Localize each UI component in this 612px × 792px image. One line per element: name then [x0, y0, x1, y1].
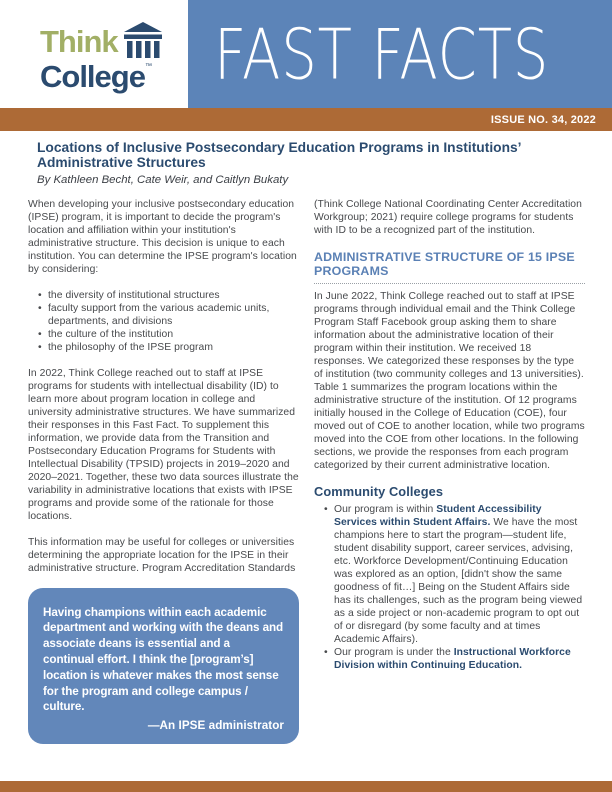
list-item: • the philosophy of the IPSE program	[38, 341, 299, 354]
subsection-heading-community-colleges: Community Colleges	[314, 483, 444, 499]
article-title-line2: Administrative Structures	[37, 154, 206, 170]
list-item	[324, 646, 585, 672]
logo-word-college: College	[40, 59, 145, 94]
bullet-list	[324, 503, 585, 672]
list-item-bold-text: Instructional Workforce Division within Continuing Education.	[334, 646, 571, 671]
title-block	[28, 141, 585, 186]
issue-number: ISSUE NO. 34, 2022	[490, 113, 596, 126]
list-item: • the diversity of institutional structures	[38, 289, 299, 302]
section-heading: ADMINISTRATIVE STRUCTURE OF 15 IPSE PROGRAMS	[314, 250, 585, 284]
pull-quote-box	[28, 588, 299, 745]
banner-title: FAST FACTS	[214, 13, 550, 95]
quote-attribution: —An IPSE administrator	[147, 719, 284, 733]
bullet-list	[38, 289, 299, 354]
logo-word-think: Think	[40, 24, 118, 59]
list-item: • faculty support from the various academic units, departments, and divisions	[38, 302, 299, 328]
quote-text: Having champions within each academic department and working with the deans and associate deans is essential and a continual effort. I think the [program’s] location is whatever makes the most sense for the program and college campus / culture.	[43, 605, 284, 714]
paragraph: When developing your inclusive postsecondary education (IPSE) program, it is important to decide the program's location and affiliation within your institution's administrative structure. This decision is unique to each institution. You can determine the IPSE program's location by considering:	[28, 198, 297, 275]
list-item-bold-text: Student Accessibility Services within Student Affairs.	[334, 503, 542, 528]
byline: By Kathleen Becht, Cate Weir, and Caitlyn Bukaty	[37, 173, 289, 186]
right-column	[314, 198, 585, 745]
two-column-body	[28, 198, 585, 745]
footer-bar	[0, 781, 612, 792]
paragraph: In June 2022, Think College reached out to staff at IPSE programs through individual email and the Think College Program Staff Facebook group asking them to share information about the administrative location of their program within their institution. We received 18 responses. We categorized these responses by the type of institution (two community colleges and 13 universities). Table 1 summarizes the program locations within the administrative structure of the institution. Of 12 programs initially housed in the College of Education (COE), four moved out of COE to another location, while two programs moved into the COE from other locations. In the following sections, we provide the responses from each program categorized by their current administrative location.	[314, 290, 585, 471]
list-item-text: Our program is within	[334, 503, 437, 515]
issue-bar	[0, 108, 612, 131]
list-item: • the culture of the institution	[38, 328, 299, 341]
left-column	[28, 198, 299, 745]
list-item-text: We have the most champions here to start the program—student life, student disability support, career services, advising, etc. Workforce Development/Continuing Education was explored as an option, [didn't show the same goodness of fit…] Being on the Student Affairs side has its challenges, such as the program being viewed as a side project or non-academic program to opt out of or disregard (by some faculty and at times Academic Affairs).	[334, 516, 583, 645]
article-content	[0, 131, 612, 744]
article-title-line1: Locations of Inclusive Postsecondary Education Programs in Institutions’	[37, 140, 522, 155]
trademark-symbol: ™	[144, 63, 152, 70]
banner	[188, 0, 612, 108]
think-college-logo	[0, 0, 188, 108]
logo	[40, 22, 163, 95]
article-title	[37, 141, 585, 171]
paragraph: In 2022, Think College reached out to staff at IPSE programs for students with intellectual disability (ID) to learn more about program location in college and university administrative structures. We have summarized their responses in this Fast Fact. To supplement this information, we provide data from the Transition and Postsecondary Education Programs for Students with Intellectual Disability (TPSID) projects in 2019–2020 and 2020–2021. Together, these two data sources illustrate the variability in administrative locations that exists with IPSE programs and provide some of the rationale for those locations.	[28, 367, 299, 522]
list-item	[324, 503, 585, 646]
list-item-text: Our program is under the	[334, 646, 454, 658]
paragraph: This information may be useful for colleges or universities determining the appropriate location for the IPSE in their administrative structure. Program Accreditation Standards	[28, 536, 296, 574]
masthead	[0, 0, 612, 108]
paragraph: (Think College National Coordinating Center Accreditation Workgroup; 2021) require college programs for students with ID to be a recognized part of the institution.	[314, 198, 582, 236]
